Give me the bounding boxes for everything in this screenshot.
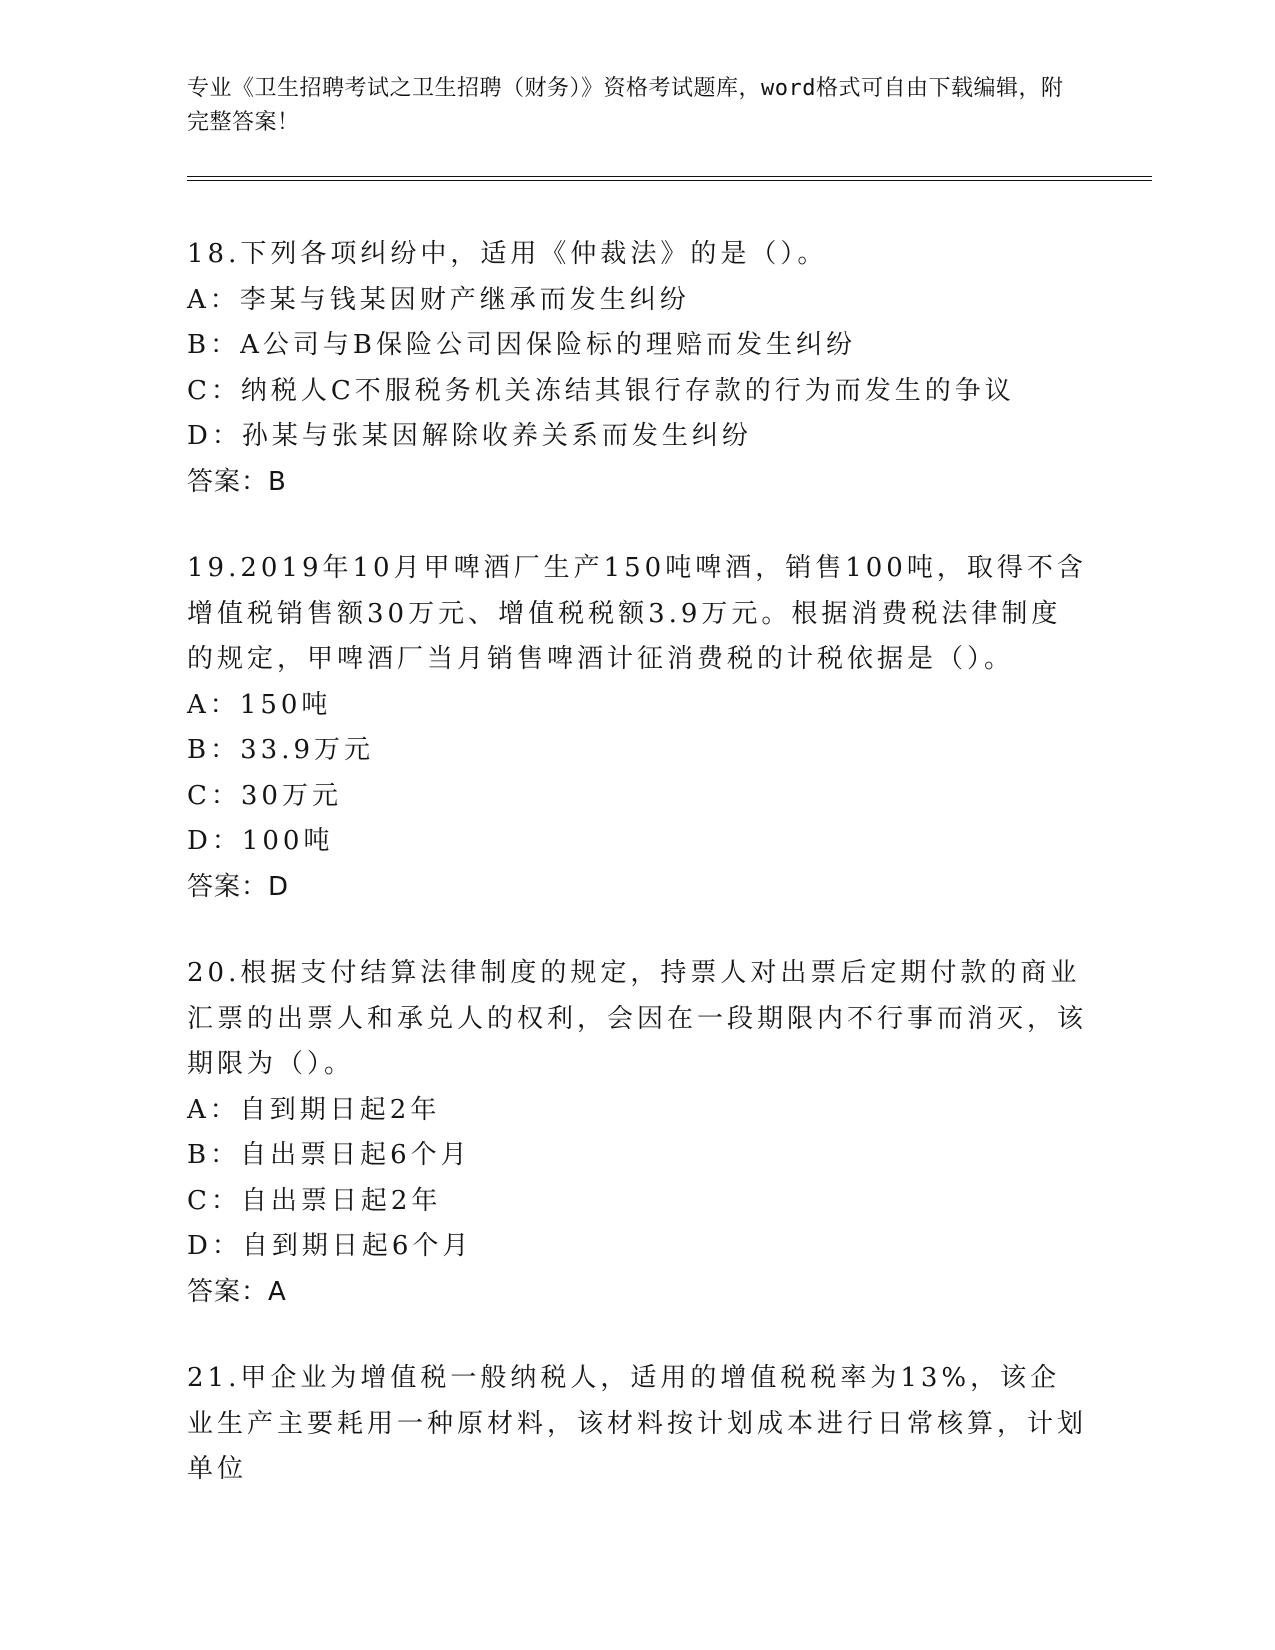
- option-b: B：33.9万元: [187, 735, 374, 765]
- question-21: [187, 1356, 1087, 1493]
- document-header: 专业《卫生招聘考试之卫生招聘（财务）》资格考试题库，word格式可自由下载编辑，附完整答案！: [187, 76, 1064, 135]
- divider-line-top: [187, 176, 1152, 177]
- answer-line: 答案：B: [187, 466, 287, 497]
- option-d: D：100吨: [187, 826, 334, 856]
- question-20: [187, 951, 1087, 1315]
- option-d: D：孙某与张某因解除收养关系而发生纠纷: [187, 421, 752, 451]
- option-a: A：自到期日起2年: [187, 1094, 441, 1125]
- option-c: C：30万元: [187, 780, 342, 811]
- option-a: A：李某与钱某因财产继承而发生纠纷: [187, 284, 690, 315]
- header-divider: [187, 176, 1152, 181]
- question-19: [187, 546, 1087, 910]
- question-stem: 21.甲企业为增值税一般纳税人，适用的增值税税率为13%，该企业生产主要耗用一种原材料，该材料按计划成本进行日常核算，计划单位: [187, 1363, 1088, 1484]
- question-18: [187, 232, 1087, 505]
- option-a: A：150吨: [187, 689, 332, 720]
- question-stem: 19.2019年10月甲啤酒厂生产150吨啤酒，销售100吨，取得不含增值税销售额30万元、增值税税额3.9万元。根据消费税法律制度的规定，甲啤酒厂当月销售啤酒计征消费税的计税依据是（）。: [187, 553, 1087, 674]
- option-b: B：自出票日起6个月: [187, 1140, 471, 1170]
- question-stem: 20.根据支付结算法律制度的规定，持票人对出票后定期付款的商业汇票的出票人和承兑人的权利，会因在一段期限内不行事而消灭，该期限为（）。: [187, 958, 1088, 1079]
- option-b: B：A公司与B保险公司因保险标的理赔而发生纠纷: [187, 330, 856, 360]
- option-c: C：纳税人C不服税务机关冻结其银行存款的行为而发生的争议: [187, 375, 1015, 406]
- answer-line: 答案：D: [187, 871, 290, 902]
- option-d: D：自到期日起6个月: [187, 1231, 473, 1261]
- option-c: C：自出票日起2年: [187, 1185, 442, 1216]
- answer-line: 答案：A: [187, 1276, 287, 1307]
- question-list: [187, 232, 1087, 1534]
- divider-line-bottom: [187, 180, 1152, 181]
- question-stem: 18.下列各项纠纷中，适用《仲裁法》的是（）。: [187, 239, 828, 269]
